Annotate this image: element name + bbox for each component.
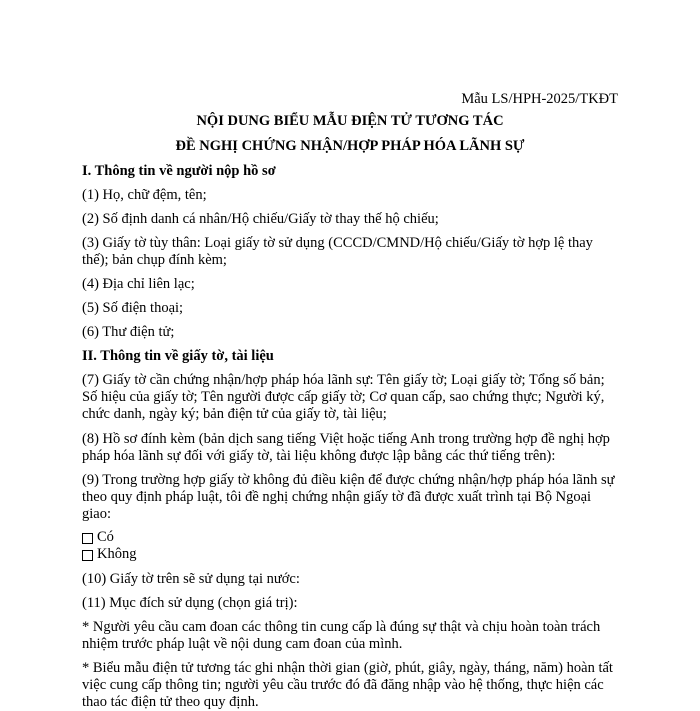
field-country-of-use: (10) Giấy tờ trên sẽ sử dụng tại nước: xyxy=(82,571,300,587)
field-attached-files: (8) Hồ sơ đính kèm (bản dịch sang tiếng Việt hoặc tiếng Anh trong trường hợp đề nghị hợp pháp hóa lãnh sự đối với giấy tờ, tài liệu không được lập bằng các thứ tiếng trên): xyxy=(82,431,610,464)
field-full-name: (1) Họ, chữ đệm, tên; xyxy=(82,187,207,203)
field-email: (6) Thư điện tử; xyxy=(82,324,175,340)
note-timestamp: * Biểu mẫu điện tử tương tác ghi nhận thời gian (giờ, phút, giây, ngày, tháng, năm) hoàn tất việc cung cấp thông tin; người yêu cầu trước đó đã đăng nhập vào hệ thống, thực hiện các thao tác điện tử theo quy định. xyxy=(82,660,613,710)
document-title-line1: NỘI DUNG BIỂU MẪU ĐIỆN TỬ TƯƠNG TÁC xyxy=(196,113,504,129)
checkbox-no-icon[interactable] xyxy=(82,550,93,561)
document-title-line2: ĐỀ NGHỊ CHỨNG NHẬN/HỢP PHÁP HÓA LÃNH SỰ xyxy=(175,138,525,154)
field-certify-request: (9) Trong trường hợp giấy tờ không đủ điều kiện để được chứng nhận/hợp pháp hóa lãnh sự theo quy định pháp luật, tôi đề nghị chứng nhận giấy tờ đã được xuất trình tại Bộ Ngoại giao: xyxy=(82,472,615,522)
field-contact-address: (4) Địa chỉ liên lạc; xyxy=(82,276,195,292)
section1-heading: I. Thông tin về người nộp hồ sơ xyxy=(82,163,276,179)
field-identity-document: (3) Giấy tờ tùy thân: Loại giấy tờ sử dụng (CCCD/CMND/Hộ chiếu/Giấy tờ hợp lệ thay thế); bản chụp đính kèm; xyxy=(82,235,593,268)
option-no[interactable] xyxy=(82,546,622,563)
form-code: Mẫu LS/HPH-2025/TKĐT xyxy=(461,91,618,107)
note-commitment: * Người yêu cầu cam đoan các thông tin cung cấp là đúng sự thật và chịu hoàn toàn trách nhiệm trước pháp luật về nội dung cam đoan của mình. xyxy=(82,619,601,652)
section2-heading: II. Thông tin về giấy tờ, tài liệu xyxy=(82,348,274,364)
option-no-label: Không xyxy=(97,546,137,562)
option-yes[interactable] xyxy=(82,529,622,546)
field-phone: (5) Số điện thoại; xyxy=(82,300,184,316)
field-documents-to-certify: (7) Giấy tờ cần chứng nhận/hợp pháp hóa lãnh sự: Tên giấy tờ; Loại giấy tờ; Tổng số bản; Số hiệu của giấy tờ; Tên người được cấp giấy tờ; Cơ quan cấp, sao chứng thực; Người ký, chức danh, ngày ký; bản điện tử của giấy tờ, tài liệu; xyxy=(82,372,605,422)
checkbox-yes-icon[interactable] xyxy=(82,533,93,544)
option-yes-label: Có xyxy=(97,529,114,545)
field-purpose-of-use: (11) Mục đích sử dụng (chọn giá trị): xyxy=(82,595,298,611)
field-id-number: (2) Số định danh cá nhân/Hộ chiếu/Giấy tờ thay thế hộ chiếu; xyxy=(82,211,439,227)
